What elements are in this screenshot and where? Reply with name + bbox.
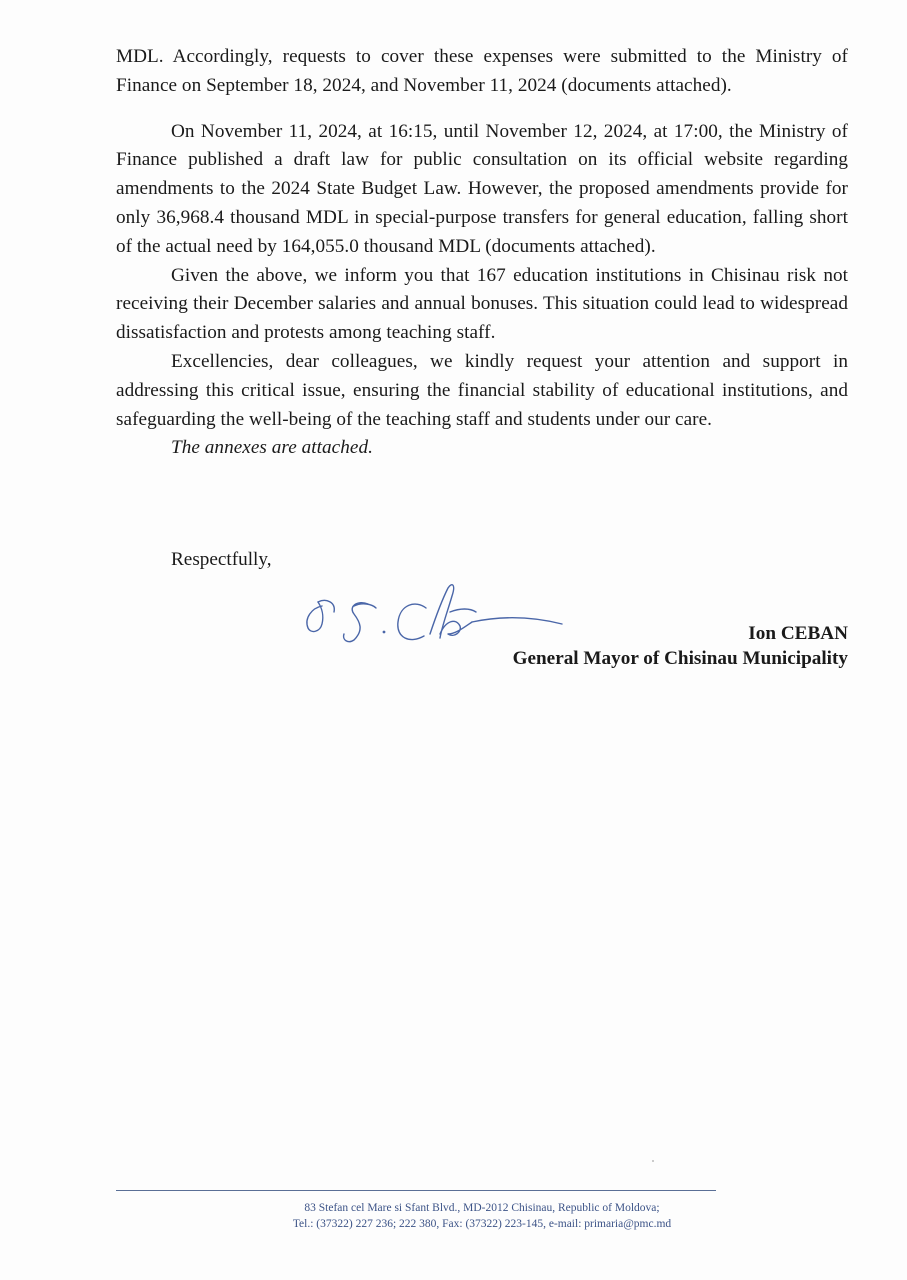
paragraph-risk: Given the above, we inform you that 167 education institutions in Chisinau risk not receiving their December salaries and annual bonuses. This situation could lead to widespread dissatisfaction and protests among teaching staff. xyxy=(116,264,848,344)
scan-speck xyxy=(652,1160,654,1162)
signer-name: Ion CEBAN xyxy=(748,623,848,644)
letterhead-footer xyxy=(116,1200,848,1232)
letter-body xyxy=(116,43,848,463)
footer-divider xyxy=(116,1190,716,1191)
footer-contacts: Tel.: (37322) 227 236; 222 380, Fax: (37322) 223-145, e-mail: primaria@pmc.md xyxy=(292,1218,672,1230)
closing-salutation: Respectfully, xyxy=(171,549,272,570)
annex-note: The annexes are attached. xyxy=(171,437,373,459)
paragraph-continuation: MDL. Accordingly, requests to cover these expenses were submitted to the Ministry of Finance on September 18, 2024, and November 11, 2024 (documents attached). xyxy=(116,46,848,96)
signer-title: General Mayor of Chisinau Municipality xyxy=(512,648,848,669)
footer-address: 83 Stefan cel Mare si Sfant Blvd., MD-2012 Chisinau, Republic of Moldova; xyxy=(304,1202,660,1214)
paragraph-request: Excellencies, dear colleagues, we kindly request your attention and support in addressing this critical issue, ensuring the financial stability of educational institutions, and safeguarding the well-being of the teaching staff and students under our care. xyxy=(116,350,848,430)
paragraph-draft-law: On November 11, 2024, at 16:15, until November 12, 2024, at 17:00, the Ministry of Finance published a draft law for public consultation on its official website regarding amendments to the 2024 State Budget Law. However, the proposed amendments provide for only 36,968.4 thousand MDL in special-purpose transfers for general education, falling short of the actual need by 164,055.0 thousand MDL (documents attached). xyxy=(116,120,848,257)
